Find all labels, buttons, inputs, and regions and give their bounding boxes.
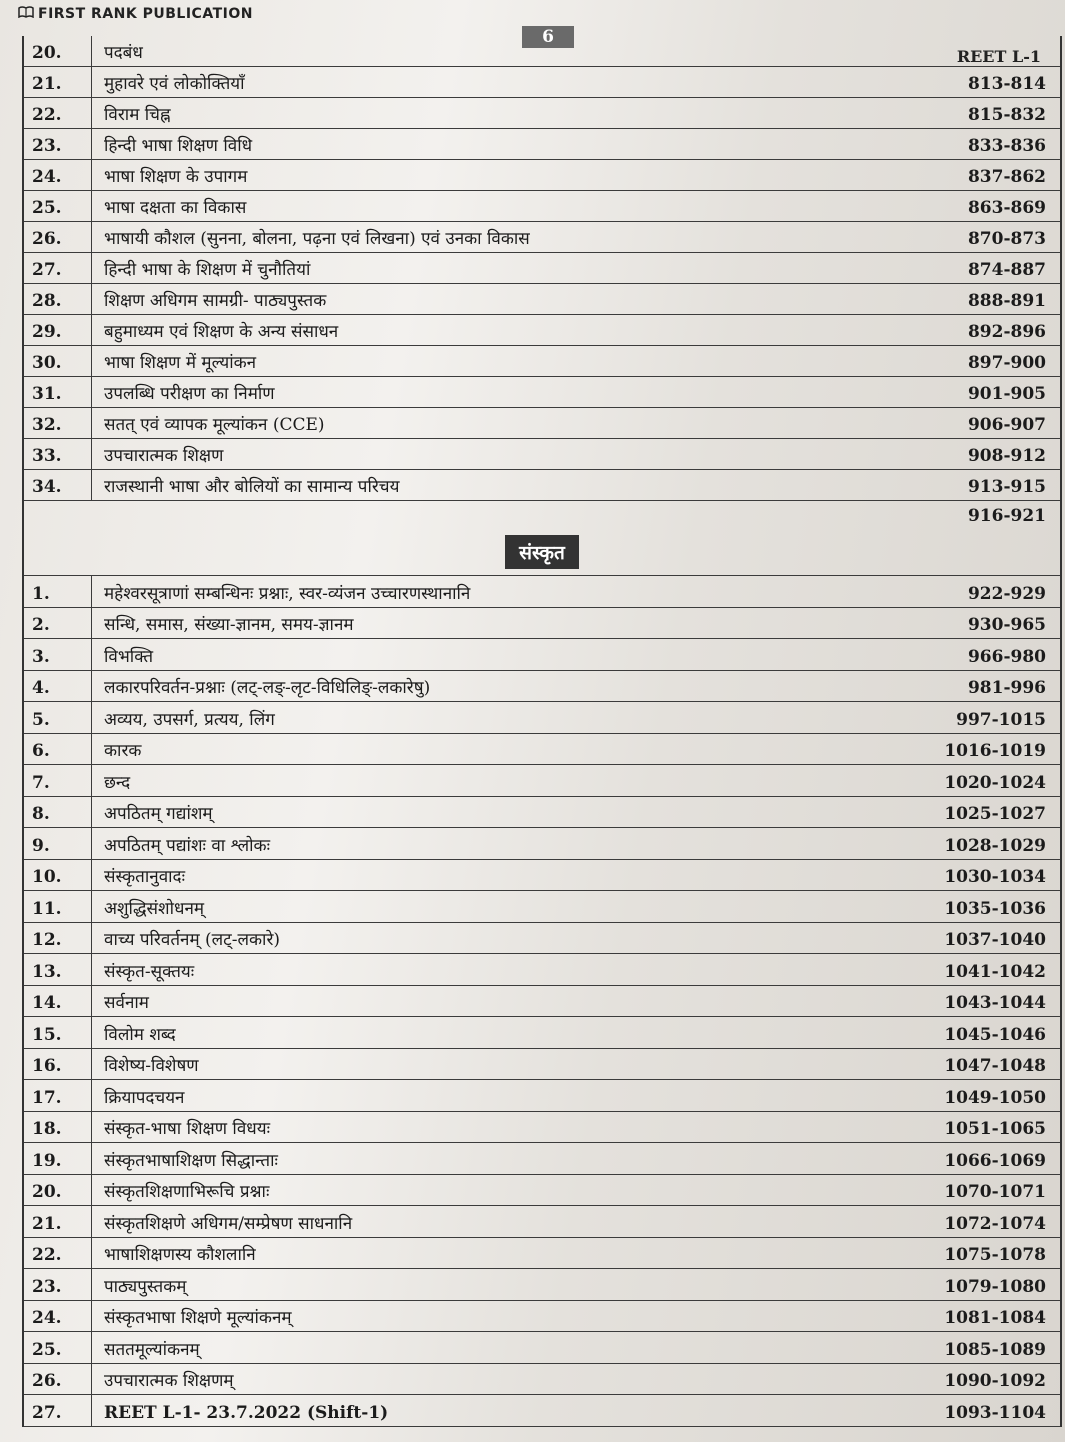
table-row xyxy=(24,129,1060,160)
table-row xyxy=(24,1206,1060,1238)
item-number: 34. xyxy=(24,470,92,500)
item-title: भाषा शिक्षण के उपागम xyxy=(104,167,248,187)
item-title: विभक्ति xyxy=(104,646,154,667)
page-range: 966-980 xyxy=(967,646,1046,667)
item-title: उपलब्धि परीक्षण का निर्माण xyxy=(104,384,275,404)
item-number: 10. xyxy=(24,860,92,891)
item-number: 1. xyxy=(24,576,92,607)
item-number: 22. xyxy=(24,1238,92,1269)
item-number: 18. xyxy=(24,1112,92,1143)
item-number: 28. xyxy=(24,284,92,314)
table-row xyxy=(24,315,1060,346)
item-number: 7. xyxy=(24,765,92,796)
table-row xyxy=(24,160,1060,191)
item-title: मुहावरे एवं लोकोक्तियाँ xyxy=(104,74,245,94)
page-range: 1030-1034 xyxy=(944,867,1046,887)
item-title: अपठितम् पद्यांशः वा श्लोकः xyxy=(104,835,271,856)
table-row xyxy=(24,1364,1060,1396)
item-title: पदबंध xyxy=(104,43,143,63)
item-number: 13. xyxy=(24,954,92,985)
page-range: 1016-1019 xyxy=(944,741,1046,761)
item-number: 14. xyxy=(24,986,92,1017)
table-row xyxy=(24,1301,1060,1333)
item-number: 29. xyxy=(24,315,92,345)
item-title: भाषा दक्षता का विकास xyxy=(104,198,247,218)
item-title: हिन्दी भाषा शिक्षण विधि xyxy=(104,136,253,156)
item-number: 6. xyxy=(24,734,92,765)
table-row xyxy=(24,36,1060,67)
item-number: 11. xyxy=(24,891,92,922)
item-title: भाषाशिक्षणस्य कौशलानि xyxy=(104,1245,256,1265)
page-range: 1041-1042 xyxy=(944,961,1046,982)
page-range: 901-905 xyxy=(967,384,1046,404)
page-range: 1020-1024 xyxy=(944,772,1046,793)
table-row xyxy=(24,253,1060,284)
item-number: 26. xyxy=(24,1364,92,1395)
item-title: सन्धि, समास, संख्या-ज्ञानम, समय-ज्ञानम xyxy=(104,615,354,635)
table-row xyxy=(24,860,1060,892)
section-header xyxy=(24,529,1060,576)
item-title: अव्यय, उपसर्ग, प्रत्यय, लिंग xyxy=(104,709,275,730)
item-title: सर्वनाम xyxy=(104,993,149,1013)
page-range: 908-912 xyxy=(967,446,1046,466)
item-number: 21. xyxy=(24,1206,92,1237)
table-row xyxy=(24,1049,1060,1081)
item-title: संस्कृतानुवादः xyxy=(104,867,186,887)
table-row xyxy=(24,1112,1060,1144)
item-title: अपठितम् गद्यांशम् xyxy=(104,804,213,824)
sanskrit-section xyxy=(24,576,1060,1427)
table-row xyxy=(24,734,1060,766)
section-title: संस्कृत xyxy=(505,535,579,569)
hindi-trailing xyxy=(24,501,1060,529)
item-number: 2. xyxy=(24,608,92,639)
item-title: लकारपरिवर्तन-प्रश्नाः (लट्-लङ्-लृट-विधिलिङ्-लकारेषु) xyxy=(104,678,431,698)
item-number: 26. xyxy=(24,222,92,252)
table-row xyxy=(24,986,1060,1018)
table-row xyxy=(24,470,1060,501)
page-number: 6 xyxy=(522,26,574,48)
page-range: 863-869 xyxy=(967,198,1046,218)
table-row xyxy=(24,1175,1060,1207)
item-number: 25. xyxy=(24,191,92,221)
page-range: 1043-1044 xyxy=(944,993,1046,1013)
item-title: सततमूल्यांकनम् xyxy=(104,1339,200,1360)
table-row xyxy=(24,671,1060,703)
page-range: 1070-1071 xyxy=(944,1182,1046,1202)
item-number: 8. xyxy=(24,797,92,828)
table-row xyxy=(24,191,1060,222)
page-range: 981-996 xyxy=(967,678,1046,698)
page-range: 1045-1046 xyxy=(944,1024,1046,1045)
item-number: 20. xyxy=(24,36,92,66)
item-number: 3. xyxy=(24,639,92,670)
item-title: कारक xyxy=(104,741,142,761)
page-range: 870-873 xyxy=(967,229,1046,249)
page-range: 930-965 xyxy=(967,615,1046,635)
item-number: 9. xyxy=(24,828,92,859)
item-title: महेश्वरसूत्राणां सम्बन्धिनः प्रश्नाः, स्वर-व्यंजन उच्चारणस्थानानि xyxy=(104,583,471,604)
page-range: 1066-1069 xyxy=(944,1150,1046,1171)
item-title: पाठ्यपुस्तकम् xyxy=(104,1276,187,1297)
table-row xyxy=(24,284,1060,315)
table-row xyxy=(24,1269,1060,1301)
item-number: 30. xyxy=(24,346,92,376)
page-range: 1037-1040 xyxy=(944,930,1046,950)
page-range: 1025-1027 xyxy=(944,804,1046,824)
item-title: विशेष्य-विशेषण xyxy=(104,1056,199,1076)
item-title: अशुद्धिसंशोधनम् xyxy=(104,898,205,919)
item-title: भाषा शिक्षण में मूल्यांकन xyxy=(104,353,257,373)
table-row xyxy=(24,923,1060,955)
publisher-name: FIRST RANK PUBLICATION xyxy=(38,6,253,22)
item-number: 25. xyxy=(24,1332,92,1363)
page-range: 1047-1048 xyxy=(944,1056,1046,1076)
page-range: 1079-1080 xyxy=(944,1276,1046,1297)
page-range: 1051-1065 xyxy=(944,1119,1046,1139)
page-range: 906-907 xyxy=(967,415,1046,435)
item-number: 27. xyxy=(24,253,92,283)
item-title: उपचारात्मक शिक्षण xyxy=(104,446,224,466)
exam-code: REET L-1 xyxy=(956,47,1041,66)
table-row xyxy=(24,346,1060,377)
item-number: 23. xyxy=(24,129,92,159)
table-row xyxy=(24,501,1060,529)
item-title: बहुमाध्यम एवं शिक्षण के अन्य संसाधन xyxy=(104,322,339,342)
item-title: संस्कृतभाषाशिक्षण सिद्धान्ताः xyxy=(104,1150,278,1171)
item-title: भाषायी कौशल (सुनना, बोलना, पढ़ना एवं लिखना) एवं उनका विकास xyxy=(104,229,530,249)
item-title: क्रियापदचयन xyxy=(104,1087,185,1108)
item-number: 24. xyxy=(24,160,92,190)
item-title: संस्कृत-सूक्तयः xyxy=(104,961,195,982)
item-title: राजस्थानी भाषा और बोलियों का सामान्य परिचय xyxy=(104,477,400,497)
item-title: संस्कृतभाषा शिक्षणे मूल्यांकनम् xyxy=(104,1308,292,1328)
page-range: 1090-1092 xyxy=(944,1371,1046,1391)
page-range: 922-929 xyxy=(967,583,1046,604)
page-range: 1085-1089 xyxy=(944,1339,1046,1360)
page-range: 1028-1029 xyxy=(944,835,1046,856)
page-range: 1081-1084 xyxy=(944,1308,1046,1328)
table-row xyxy=(24,639,1060,671)
contents-table xyxy=(22,36,1062,1427)
item-title: संस्कृतशिक्षणे अधिगम/सम्प्रेषण साधनानि xyxy=(104,1213,353,1234)
page-range: 997-1015 xyxy=(956,709,1046,730)
item-number: 23. xyxy=(24,1269,92,1300)
item-title: REET L-1- 23.7.2022 (Shift-1) xyxy=(104,1402,389,1423)
page-range: 1049-1050 xyxy=(944,1087,1046,1108)
item-number: 17. xyxy=(24,1080,92,1111)
table-row xyxy=(24,408,1060,439)
table-row xyxy=(24,1395,1060,1427)
page-range: 815-832 xyxy=(967,105,1046,125)
page-range: 892-896 xyxy=(967,322,1046,342)
page-range: 833-836 xyxy=(967,136,1046,156)
table-row xyxy=(24,608,1060,640)
table-row xyxy=(24,702,1060,734)
table-row xyxy=(24,1143,1060,1175)
item-title: छन्द xyxy=(104,772,131,793)
item-title: हिन्दी भाषा के शिक्षण में चुनौतियां xyxy=(104,260,311,280)
item-number: 15. xyxy=(24,1017,92,1048)
page-range: 897-900 xyxy=(967,353,1046,373)
table-row xyxy=(24,576,1060,608)
page-range: 1072-1074 xyxy=(944,1213,1046,1234)
item-title: संस्कृतशिक्षणाभिरूचि प्रश्नाः xyxy=(104,1182,270,1202)
book-icon xyxy=(18,6,34,22)
page-range xyxy=(926,63,1060,66)
page-range: 1035-1036 xyxy=(944,898,1046,919)
table-row xyxy=(24,98,1060,129)
table-row xyxy=(24,954,1060,986)
table-row xyxy=(24,439,1060,470)
table-row xyxy=(24,828,1060,860)
table-row xyxy=(24,797,1060,829)
item-title: वाच्य परिवर्तनम् (लट्-लकारे) xyxy=(104,930,281,950)
item-number: 5. xyxy=(24,702,92,733)
table-row xyxy=(24,377,1060,408)
item-number: 33. xyxy=(24,439,92,469)
table-row xyxy=(24,67,1060,98)
item-title: विराम चिह्न xyxy=(104,105,171,125)
table-row xyxy=(24,891,1060,923)
publisher-header xyxy=(18,6,253,22)
table-row xyxy=(24,1238,1060,1270)
item-title: शिक्षण अधिगम सामग्री- पाठ्यपुस्तक xyxy=(104,291,327,311)
page-range: 888-891 xyxy=(967,291,1046,311)
table-row xyxy=(24,1332,1060,1364)
item-number: 22. xyxy=(24,98,92,128)
page-range: 913-915 xyxy=(967,477,1046,497)
hindi-section xyxy=(24,36,1060,501)
item-number: 16. xyxy=(24,1049,92,1080)
item-number: 27. xyxy=(24,1395,92,1426)
item-number: 24. xyxy=(24,1301,92,1332)
item-number: 19. xyxy=(24,1143,92,1174)
item-number: 32. xyxy=(24,408,92,438)
item-number: 20. xyxy=(24,1175,92,1206)
page-range: 1075-1078 xyxy=(944,1245,1046,1265)
page-range: 837-862 xyxy=(967,167,1046,187)
table-row xyxy=(24,1017,1060,1049)
table-row xyxy=(24,1080,1060,1112)
page-range: 1093-1104 xyxy=(944,1402,1046,1423)
item-title: उपचारात्मक शिक्षणम् xyxy=(104,1371,234,1391)
table-row xyxy=(24,765,1060,797)
item-title: विलोम शब्द xyxy=(104,1024,176,1045)
page-range: 874-887 xyxy=(967,260,1046,280)
page-range: 813-814 xyxy=(967,74,1046,94)
item-number: 31. xyxy=(24,377,92,407)
item-title: सतत् एवं व्यापक मूल्यांकन (CCE) xyxy=(104,415,325,435)
item-title: संस्कृत-भाषा शिक्षण विधयः xyxy=(104,1119,271,1139)
item-number: 21. xyxy=(24,67,92,97)
page-range: 916-921 xyxy=(967,506,1046,526)
item-number: 4. xyxy=(24,671,92,702)
item-number: 12. xyxy=(24,923,92,954)
table-row xyxy=(24,222,1060,253)
